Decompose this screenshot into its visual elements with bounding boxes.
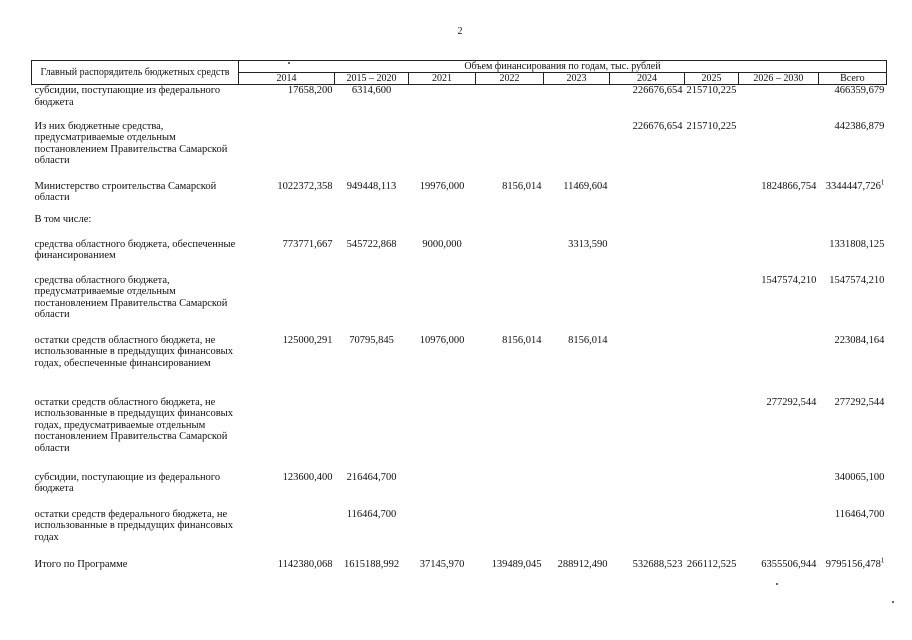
cell-2026-2030 [738, 397, 818, 472]
cell-2014 [239, 559, 335, 579]
header-year-4: 2023 [544, 73, 610, 85]
table-row [32, 559, 887, 579]
header-distributor: Главный распорядитель бюджетных средств [32, 61, 239, 85]
row-label: Из них бюджетные средства, предусматриваемые отдельным постановлением Правительства Самарской области [34, 120, 228, 166]
cell-value: 8156,014 [568, 334, 608, 346]
cell-2025 [685, 397, 739, 472]
header-year-6: 2025 [685, 73, 739, 85]
row-label: остатки средств федерального бюджета, не использованные в предыдущих финансовых годах [34, 508, 233, 543]
cell-2014 [239, 335, 335, 397]
header-year-1: 2015 – 2020 [335, 73, 409, 85]
cell-2015-2020 [335, 335, 409, 397]
cell-value: 226676,654 [632, 85, 683, 96]
cell-value: 340065,100 [834, 471, 885, 483]
cell-value: 6355506,944 [761, 558, 817, 570]
cell-2026-2030 [738, 335, 818, 397]
header-financing-group: Объем финансирования по годам, тыс. рублей [239, 61, 887, 73]
row-label: субсидии, поступающие из федерального бюджета [34, 471, 221, 494]
scan-speck [776, 583, 778, 585]
cell-2024 [610, 239, 685, 275]
cell-value: 949448,113 [346, 180, 397, 192]
cell-value: 9795156,478 [825, 558, 881, 570]
table-row [32, 121, 887, 181]
cell-2014 [239, 121, 335, 181]
cell-2022 [476, 335, 544, 397]
cell-Всего [818, 121, 886, 181]
cell-2021 [409, 239, 476, 275]
table-header [32, 61, 887, 85]
cell-2015-2020 [335, 397, 409, 472]
cell-Всего [818, 556, 886, 579]
cell-Всего [818, 275, 886, 335]
cell-2023 [544, 335, 610, 397]
cell-value: 116464,700 [834, 508, 885, 520]
cell-value: 1022372,358 [277, 180, 333, 192]
cell-2015-2020 [335, 275, 409, 335]
header-year-2: 2021 [409, 73, 476, 85]
cell-value: 3344447,726 [825, 180, 881, 192]
cell-value: 1142380,068 [277, 558, 333, 570]
cell-value: 215710,225 [686, 120, 737, 132]
cell-2021 [409, 335, 476, 397]
cell-2014 [239, 275, 335, 335]
cell-2021 [409, 509, 476, 559]
cell-2024 [610, 121, 685, 181]
cell-Всего [818, 85, 886, 121]
row-label: Итого по Программе [34, 558, 128, 570]
row-label: субсидии, поступающие из федерального бюджета [34, 85, 221, 108]
table-row [32, 239, 887, 275]
cell-value: 19976,000 [419, 180, 465, 192]
cell-Всего [818, 397, 886, 472]
cell-2014 [239, 397, 335, 472]
cell-2023 [544, 559, 610, 579]
cell-value: 223084,164 [834, 334, 885, 346]
cell-2015-2020 [335, 559, 409, 579]
table-row [32, 181, 887, 214]
cell-2023 [544, 509, 610, 559]
header-year-8: Всего [818, 73, 886, 85]
cell-value: 3313,590 [568, 238, 608, 250]
table-row [32, 214, 887, 239]
cell-2023 [544, 85, 610, 121]
cell-2023 [544, 472, 610, 509]
cell-2014 [239, 472, 335, 509]
cell-value: 1331808,125 [829, 238, 885, 250]
cell-value: 125000,291 [282, 334, 333, 346]
table-row [32, 85, 887, 121]
row-label: средства областного бюджета, обеспеченные финансированием [34, 238, 236, 261]
scan-speck [288, 62, 290, 64]
cell-value: 532688,523 [632, 558, 683, 570]
cell-2025 [685, 85, 739, 121]
cell-Всего [818, 178, 886, 214]
cell-2025 [685, 335, 739, 397]
cell-2022 [476, 239, 544, 275]
cell-value: 466359,679 [834, 85, 885, 96]
cell-2023 [544, 397, 610, 472]
cell-2022 [476, 509, 544, 559]
row-label: В том числе: [34, 213, 92, 225]
row-label: остатки средств областного бюджета, не использованные в предыдущих финансовых годах, предусматриваемые отдельным постановлением Правительства Самарской области [34, 396, 233, 454]
cell-2021 [409, 85, 476, 121]
cell-2025 [685, 181, 739, 214]
cell-2025 [685, 559, 739, 579]
header-year-5: 2024 [610, 73, 685, 85]
header-year-7: 2026 – 2030 [738, 73, 818, 85]
cell-2025 [685, 214, 739, 239]
cell-value: 277292,544 [766, 396, 817, 408]
cell-2024 [610, 335, 685, 397]
cell-value: 8156,014 [502, 180, 542, 192]
cell-2014 [239, 181, 335, 214]
cell-2026-2030 [738, 472, 818, 509]
table-body [32, 85, 887, 579]
cell-2021 [409, 472, 476, 509]
cell-2025 [685, 239, 739, 275]
cell-2026-2030 [738, 559, 818, 579]
cell-value: 545722,868 [346, 238, 397, 250]
cell-value: 773771,667 [282, 238, 333, 250]
cell-value: 70795,845 [349, 334, 394, 346]
cell-2014 [239, 214, 335, 239]
cell-2024 [610, 181, 685, 214]
cell-2025 [685, 121, 739, 181]
cell-2022 [476, 472, 544, 509]
cell-Всего [818, 335, 886, 397]
cell-2023 [544, 239, 610, 275]
cell-value: 139489,045 [491, 558, 542, 570]
cell-2015-2020 [335, 181, 409, 214]
cell-2015-2020 [335, 85, 409, 121]
cell-2026-2030 [738, 85, 818, 121]
table-row [32, 397, 887, 472]
cell-2023 [544, 121, 610, 181]
cell-2015-2020 [335, 509, 409, 559]
cell-2021 [409, 121, 476, 181]
footnote-marker: 1 [880, 178, 885, 186]
row-label: Министерство строительства Самарской области [34, 180, 217, 203]
table-row [32, 275, 887, 335]
cell-2025 [685, 509, 739, 559]
cell-2024 [610, 397, 685, 472]
cell-2021 [409, 559, 476, 579]
cell-value: 37145,970 [419, 558, 465, 570]
cell-value: 116464,700 [346, 508, 397, 520]
cell-2021 [409, 397, 476, 472]
cell-Всего [818, 214, 886, 239]
header-year-0: 2014 [239, 73, 335, 85]
cell-value: 123600,400 [282, 471, 333, 483]
cell-value: 6314,600 [351, 85, 392, 96]
cell-2026-2030 [738, 275, 818, 335]
cell-2025 [685, 472, 739, 509]
cell-value: 17658,200 [287, 85, 333, 96]
cell-2022 [476, 559, 544, 579]
row-label: остатки средств областного бюджета, не использованные в предыдущих финансовых годах, обеспеченные финансированием [34, 334, 233, 369]
cell-2014 [239, 509, 335, 559]
cell-value: 8156,014 [502, 334, 542, 346]
cell-2021 [409, 181, 476, 214]
cell-2024 [610, 509, 685, 559]
cell-2026-2030 [738, 509, 818, 559]
cell-Всего [818, 239, 886, 275]
cell-2021 [409, 275, 476, 335]
financing-table [31, 60, 887, 579]
footnote-marker: 1 [880, 556, 885, 564]
cell-Всего [818, 472, 886, 509]
cell-2022 [476, 181, 544, 214]
cell-2026-2030 [738, 121, 818, 181]
cell-2014 [239, 239, 335, 275]
cell-2024 [610, 275, 685, 335]
cell-2022 [476, 275, 544, 335]
cell-value: 226676,654 [632, 120, 683, 132]
cell-Всего [818, 509, 886, 559]
cell-2022 [476, 397, 544, 472]
table-row [32, 335, 887, 397]
row-label: средства областного бюджета, предусматриваемые отдельным постановлением Правительства Самарской области [34, 274, 228, 320]
cell-2024 [610, 559, 685, 579]
cell-value: 277292,544 [834, 396, 885, 408]
scan-speck [892, 601, 894, 603]
cell-2026-2030 [738, 214, 818, 239]
cell-2026-2030 [738, 239, 818, 275]
cell-value: 1615188,992 [343, 558, 400, 570]
page-number: 2 [457, 26, 463, 37]
cell-value: 266112,525 [686, 558, 737, 570]
cell-value: 288912,490 [557, 558, 608, 570]
cell-2026-2030 [738, 181, 818, 214]
cell-2022 [476, 121, 544, 181]
cell-2015-2020 [335, 239, 409, 275]
cell-value: 11469,604 [563, 180, 608, 192]
table-row [32, 472, 887, 509]
cell-2025 [685, 275, 739, 335]
cell-2023 [544, 181, 610, 214]
cell-value: 1547574,210 [829, 274, 885, 286]
cell-2024 [610, 85, 685, 121]
cell-value: 1824866,754 [761, 180, 817, 192]
cell-value: 442386,879 [834, 120, 885, 132]
cell-2015-2020 [335, 214, 409, 239]
cell-2024 [610, 214, 685, 239]
cell-2015-2020 [335, 472, 409, 509]
table-row [32, 509, 887, 559]
cell-2023 [544, 275, 610, 335]
cell-value: 9000,000 [422, 238, 462, 250]
cell-value: 216464,700 [346, 471, 397, 483]
cell-2022 [476, 214, 544, 239]
cell-2015-2020 [335, 121, 409, 181]
cell-value: 215710,225 [686, 85, 737, 96]
cell-value: 10976,000 [419, 334, 465, 346]
header-year-3: 2022 [476, 73, 544, 85]
cell-2023 [544, 214, 610, 239]
cell-2014 [239, 85, 335, 121]
cell-2022 [476, 85, 544, 121]
cell-2021 [409, 214, 476, 239]
cell-2024 [610, 472, 685, 509]
cell-value: 1547574,210 [761, 274, 817, 286]
